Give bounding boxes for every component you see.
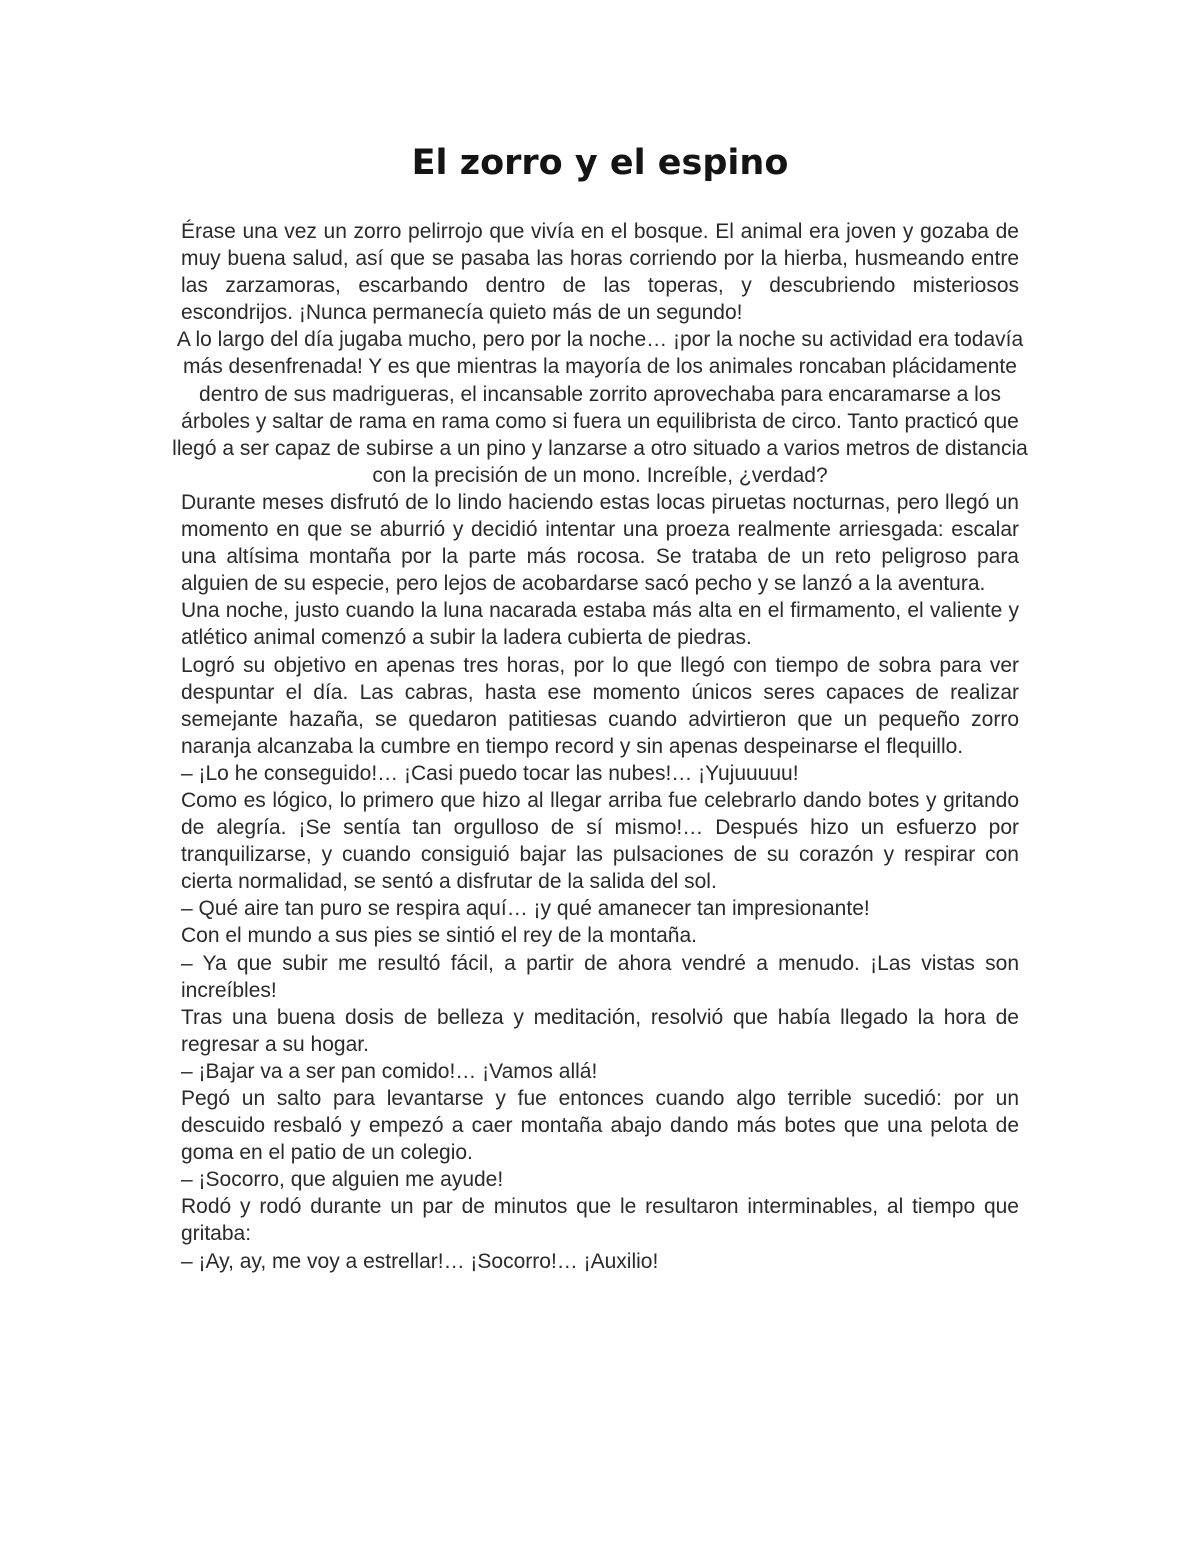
document-title: El zorro y el espino	[411, 143, 789, 183]
paragraph-2: A lo largo del día jugaba mucho, pero por la noche… ¡por la noche su actividad era todavía más desenfrenada! Y es que mientras la mayoría de los animales roncaban plácidamente dentro de sus madrigueras, el incansable zorrito aprovechaba para encaramarse a los árboles y saltar de rama en rama como si fuera un equilibrista de circo. Tanto practicó que llegó a ser capaz de subirse a un pino y lanzarse a otro situado a varios metros de distancia con la precisión de un mono. Increíble, ¿verdad?	[172, 328, 1028, 487]
paragraph-8: Tras una buena dosis de belleza y meditación, resolvió que había llegado la hora de regresar a su hogar.	[181, 1005, 1019, 1056]
paragraph-9: Pegó un salto para levantarse y fue entonces cuando algo terrible sucedió: por un descuido resbaló y empezó a caer montaña abajo dando más botes que una pelota de goma en el patio de un colegio.	[181, 1087, 1019, 1165]
paragraph-5: Logró su objetivo en apenas tres horas, por lo que llegó con tiempo de sobra para ver despuntar el día. Las cabras, hasta ese momento únicos seres capaces de realizar semejante hazaña, se quedaron patitiesas cuando advirtieron que un pequeño zorro naranja alcanzaba la cumbre en tiempo record y sin apenas despeinarse el flequillo.	[181, 653, 1019, 758]
paragraph-6: Como es lógico, lo primero que hizo al llegar arriba fue celebrarlo dando botes y gritando de alegría. ¡Se sentía tan orgulloso de sí mismo!… Después hizo un esfuerzo por tranquilizarse, y cuando consiguió bajar las pulsaciones de su corazón y respirar con cierta normalidad, se sentó a disfrutar de la salida del sol.	[181, 788, 1019, 894]
paragraph-4: Una noche, justo cuando la luna nacarada estaba más alta en el firmamento, el valiente y atlético animal comenzó a subir la ladera cubierta de piedras.	[181, 599, 1019, 650]
story-body	[172, 218, 1028, 1275]
dialogue-2: – Qué aire tan puro se respira aquí… ¡y qué amanecer tan impresionante!	[181, 897, 870, 921]
dialogue-3: – Ya que subir me resultó fácil, a partir de ahora vendré a menudo. ¡Las vistas son increíbles!	[181, 951, 1019, 1002]
dialogue-5: – ¡Socorro, que alguien me ayude!	[181, 1168, 504, 1192]
dialogue-6: – ¡Ay, ay, me voy a estrellar!… ¡Socorro!… ¡Auxilio!	[181, 1249, 659, 1273]
paragraph-10: Rodó y rodó durante un par de minutos que le resultaron interminables, al tiempo que gritaba:	[181, 1195, 1019, 1246]
dialogue-4: – ¡Bajar va a ser pan comido!… ¡Vamos allá!	[181, 1059, 598, 1083]
paragraph-1: Érase una vez un zorro pelirrojo que vivía en el bosque. El animal era joven y gozaba de muy buena salud, así que se pasaba las horas corriendo por la hierba, husmeando entre las zarzamoras, escarbando dentro de las toperas, y descubriendo misteriosos escondrijos. ¡Nunca permanecía quieto más de un segundo!	[181, 220, 1019, 325]
paragraph-7: Con el mundo a sus pies se sintió el rey de la montaña.	[181, 924, 697, 948]
dialogue-1: – ¡Lo he conseguido!… ¡Casi puedo tocar las nubes!… ¡Yujuuuuu!	[181, 761, 799, 785]
paragraph-3: Durante meses disfrutó de lo lindo haciendo estas locas piruetas nocturnas, pero llegó un momento en que se aburrió y decidió intentar una proeza realmente arriesgada: escalar una altísima montaña por la parte más rocosa. Se trataba de un reto peligroso para alguien de su especie, pero lejos de acobardarse sacó pecho y se lanzó a la aventura.	[181, 490, 1019, 596]
